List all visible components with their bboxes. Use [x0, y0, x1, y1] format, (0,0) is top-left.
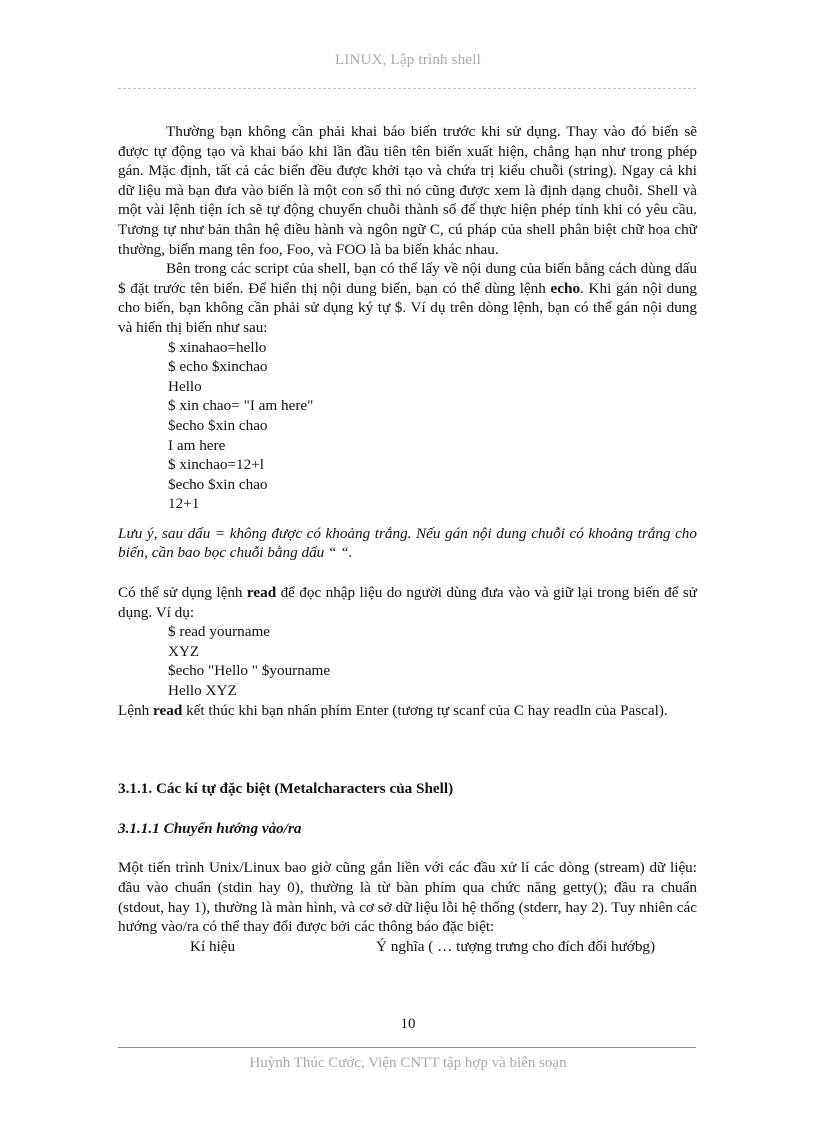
code-line: $echo $xin chao: [168, 416, 268, 434]
code-line: Hello XYZ: [168, 682, 237, 700]
code-line: $ xinchao=12+l: [168, 456, 265, 474]
header-divider: [118, 88, 696, 89]
code-line: XYZ: [168, 642, 200, 660]
read-keyword: read: [246, 584, 277, 602]
page-header-title: LINUX, Lập trình shell: [334, 52, 482, 68]
spacer: [118, 838, 697, 858]
code-line: $ xinahao=hello: [168, 338, 267, 356]
paragraph-io-redirection: Một tiến trình Unix/Linux bao giờ cũng gắn liền với các đầu xử lí các dòng (stream) dữ liệu: đầu vào chuẩn (stdin hay 0), thường là từ bàn phím qua chức năng getty(); đầu ra chuẩn (stdout, hay 1), thường là màn hình, và cơ sở dữ liệu lỗi hệ thống (stderr, hay 2). Tuy nhiên các hướng vào/ra có thể thay đổi được bởi các thông báo đặc biệt:: [118, 859, 697, 936]
paragraph-variables-intro: Thường bạn không cần phải khai báo biến trước khi sử dụng. Thay vào đó biến sẽ được tự động tạo và khai báo khi lần đầu tiên tên biến xuất hiện, chẳng hạn như trong phép gán. Mặc định, tất cả các biến đều được khởi tạo và chứa trị kiểu chuỗi (string). Ngay cả khi dữ liệu mà bạn đưa vào biến là một con số thì nó cũng được xem là định dạng chuỗi. Shell và một vài lệnh tiện ích sẽ tự động chuyển chuỗi thành số để thực hiện phép tính khi có yêu cầu. Tương tự như bản thân hệ điều hành và ngôn ngữ C, cú pháp của shell phân biệt chữ hoa chữ thường, biến mang tên foo, Foo, và FOO là ba biến khác nhau.: [118, 123, 697, 258]
paragraph-text: Bên trong các script của shell, bạn có thể lấy về nội dung của biến bằng cách dùng dấu $ đặt trước tên biến. Để hiển thị nội dung biến, bạn có thể dùng lệnh: [118, 260, 697, 297]
section-heading: 3.1.1. Các kí tự đặc biệt (Metalcharacters của Shell): [118, 780, 454, 798]
symbol-column-header: Kí hiệu: [190, 937, 236, 955]
code-line: $ echo $xinchao: [168, 358, 268, 376]
code-line: $echo "Hello " $yourname: [168, 662, 331, 680]
paragraph-text: Có thể sử dụng lệnh: [118, 584, 247, 602]
spacer: [118, 563, 697, 583]
paragraph-text: kết thúc khi bạn nhấn phím Enter (tương tự scanf của C hay readln của Pascal).: [182, 701, 668, 719]
symbol-table-header: [118, 937, 697, 957]
paragraph-text: . Khi gán nội dung cho biến, bạn không cần phải sử dụng ký tự $. Ví dụ trên dòng lệnh, bạn có thể gán nội dung và hiển thị biến như sau:: [118, 279, 697, 336]
code-line: I am here: [168, 436, 226, 454]
subsection-heading: 3.1.1.1 Chuyển hướng vào/ra: [118, 819, 302, 837]
paragraph-text: Lệnh: [118, 701, 154, 719]
paragraph-read-enter: [118, 701, 697, 721]
code-line: 12+1: [168, 495, 200, 513]
paragraph-variable-access: [118, 259, 697, 337]
code-example-echo: [168, 338, 697, 514]
code-line: $ xin chao= "I am here": [168, 397, 314, 415]
code-example-read: [168, 622, 697, 700]
footer-divider: [118, 1047, 696, 1048]
page-number: 10: [400, 1016, 416, 1032]
code-line: $echo $xin chao: [168, 475, 268, 493]
paragraph-text: để đọc nhập liệu do người dùng đưa vào và giữ lại trong biến để sử dụng. Ví dụ:: [118, 584, 697, 621]
echo-keyword: echo: [550, 279, 581, 297]
spacer: [118, 799, 697, 819]
page-content: [118, 122, 697, 957]
spacer: [118, 720, 697, 779]
read-keyword: read: [153, 701, 183, 719]
note-whitespace: Lưu ý, sau dấu = không được có khoảng trắng. Nếu gán nội dung chuỗi có khoảng trắng cho biến, cần bao bọc chuỗi bằng dấu “ “.: [118, 524, 697, 562]
paragraph-read-command: [118, 583, 697, 622]
code-line: Hello: [168, 377, 202, 395]
meaning-column-header: Ý nghĩa ( … tượng trưng cho đích đổi hướbg): [376, 937, 656, 955]
code-line: $ read yourname: [168, 623, 271, 641]
page-footer-text: Huỳnh Thúc Cước, Viện CNTT tập hợp và biên soạn: [249, 1055, 567, 1071]
